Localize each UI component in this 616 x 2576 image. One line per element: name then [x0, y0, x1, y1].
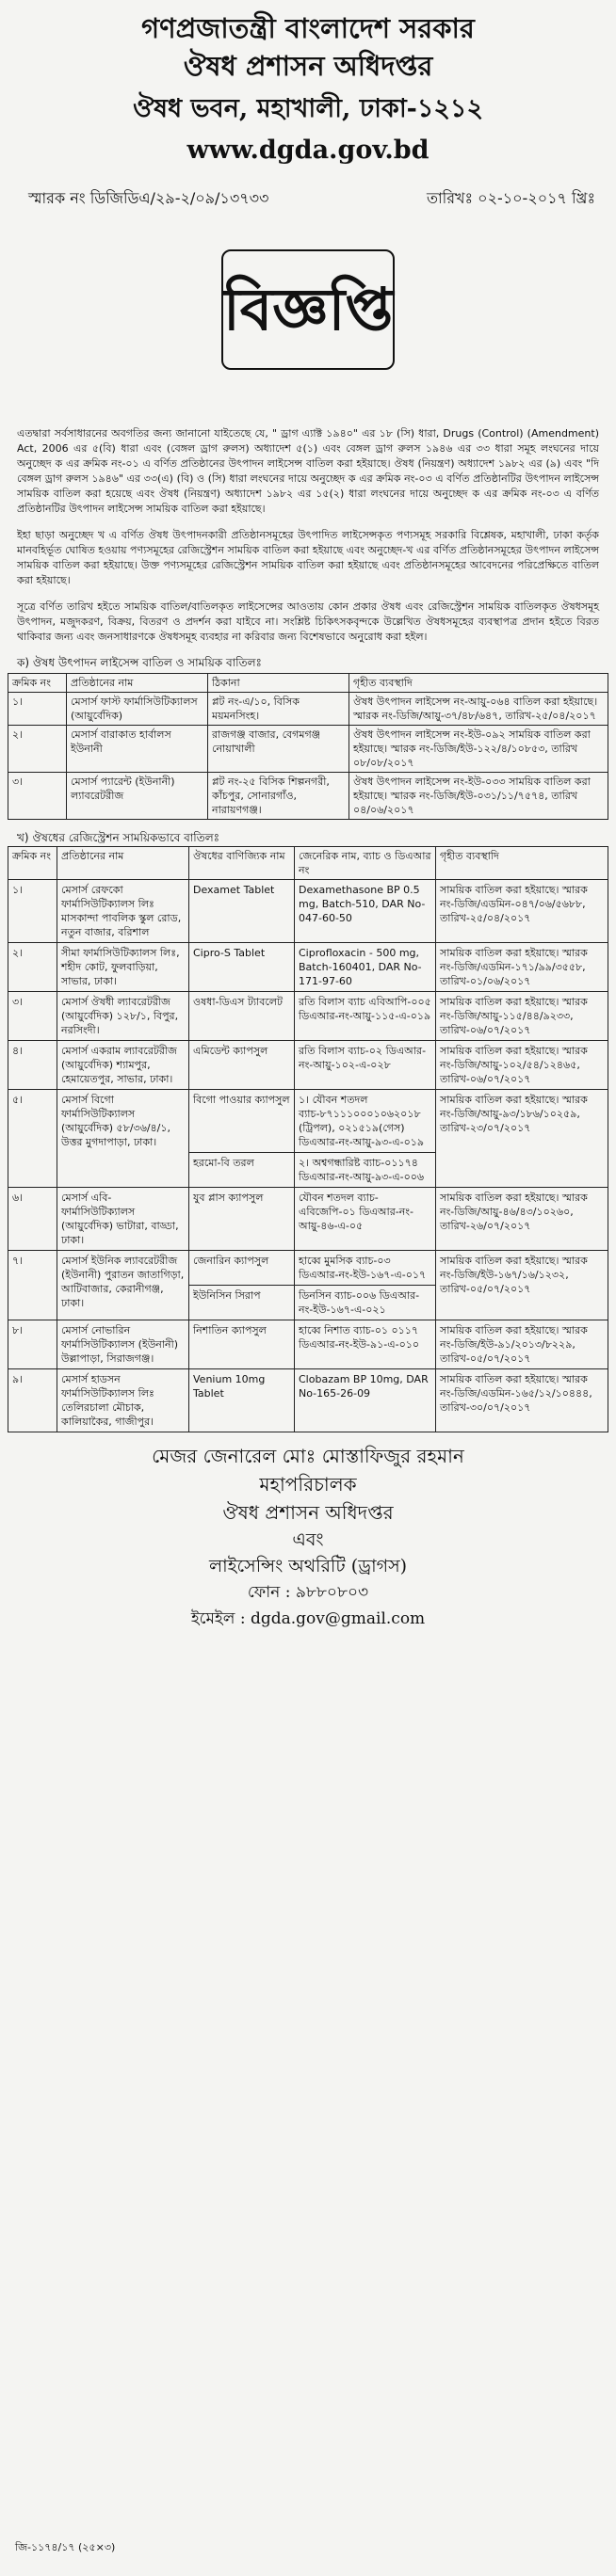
- action-cell: সাময়িক বাতিল করা হইয়াছে। স্মারক নং-ডিজি/আয়ু-৪৬/৪৩/১০২৬০, তারিখ-২৬/০৭/২০১৭: [436, 1188, 608, 1251]
- brand-name-cell: জেনারিন ক্যাপসুল: [189, 1251, 295, 1286]
- signatory-name: মেজর জেনারেল মোঃ মোস্তাফিজুর রহমান: [152, 1445, 464, 1467]
- paragraph-1: এতদ্বারা সর্বসাধারনের অবগতির জন্য জানানো যাইতেছে যে, " ড্রাগ এ্যাক্ট ১৯৪০" এর ১৮ (সি) ধারা, Drugs (Control) (Amendment) Act, 2006 এর ৫(বি) ধারা এবং (বেঙ্গল ড্রাগ রুলস) অধ্যাদেশ ৫(১) এবং বেঙ্গল ড্রাগ রুলস ১৯৪৬ এর ৩৩ ধারা সমূহ লংঘনের দায়ে অনুচ্ছেদ ক এর ক্রমিক নং-০১ এ বর্ণিত প্রতিষ্ঠানের উৎপাদন লাইসেন্স বাতিল করা হইয়াছে। ঔষধ (নিয়ন্ত্রণ) অধ্যাদেশ ১৯৮২ এর (৯) এবং "দি বেঙ্গল ড্রাগ রুলস ১৯৪৬" এর ৩৩(এ) (বি) ও (সি) ধারা লংঘনের দায়ে অনুচ্ছেদ ক এর ক্রমিক নং-০৩ এ বর্ণিত প্রতিষ্ঠানটির উৎপাদন লাইসেন্স সাময়িক বাতিল করা হয়েছে এবং ঔষধ (নিয়ন্ত্রণ) অধ্যাদেশ ১৯৮২ এর ১৫(২) ধারা লংঘনের দায়ে অনুচ্ছেদ ক এর ক্রমিক নং-০৩ এ বর্ণিত প্রতিষ্ঠানটির উৎপাদন লাইসেন্স সাময়িক বাতিল করা হইয়াছে।: [17, 427, 599, 515]
- company-name-cell: মেসার্স রেফকো ফার্মাসিউটিক্যালস লিঃ মাসকান্দা পাবলিক স্কুল রোড, নতুন বাজার, বরিশাল: [57, 880, 189, 943]
- signatory-authority: লাইসেন্সিং অথরিটি (ড্রাগস): [208, 1556, 408, 1576]
- table-row: [8, 880, 608, 943]
- generic-cell: রতি বিলাস ব্যাচ এবিআপি-০০৫ ডিএআর-নং-আয়ু-১১৫-এ-০১৯: [295, 992, 436, 1041]
- signatory-and: এবং: [292, 1529, 324, 1550]
- brand-name-cell: এমিডেন্ট ক্যাপসুল: [189, 1041, 295, 1090]
- address-cell: রাজগঞ্জ বাজার, বেগমগঞ্জ নোয়াখালী: [208, 726, 349, 773]
- section-a-heading: ক) ঔষধ উৎপাদন লাইসেন্স বাতিল ও সাময়িক বাতিলঃ: [17, 656, 262, 669]
- company-name-cell: মেসার্স বারাকাত হার্বালস ইউনানী: [67, 726, 208, 773]
- brand-name-cell: বিগো পাওয়ার ক্যাপসুল: [189, 1090, 295, 1153]
- company-name-cell: মেসার্স ঔষধী ল্যাবরেটরীজ (আয়ুর্বেদিক) ১২৮/১, বিপুর, নরসিংদী।: [57, 992, 189, 1041]
- table-row: [8, 992, 608, 1041]
- website-link[interactable]: www.dgda.gov.bd: [186, 136, 430, 165]
- table-row: [8, 693, 608, 726]
- table-row: [8, 1188, 608, 1251]
- serial-cell: ৩।: [8, 992, 57, 1041]
- action-cell: সাময়িক বাতিল করা হইয়াছে। স্মারক নং-ডিজি/ইউ-৯১/২০১৩/৮২২৯, তারিখ-০৫/০৭/২০১৭: [436, 1320, 608, 1369]
- table-row: [8, 943, 608, 992]
- table-row: [8, 1251, 608, 1286]
- signatory-office: ঔষধ প্রশাসন অধিদপ্তর: [222, 1501, 394, 1524]
- col-sl: ক্রমিক নং: [8, 674, 67, 693]
- col-name: প্রতিষ্ঠানের নাম: [57, 847, 189, 880]
- table-row: [8, 726, 608, 773]
- generic-cell: হাব্বে নিশাত ব্যাচ-০১ ০১১৭ ডিএআর-নং-ইউ-৯১-এ-০১০: [295, 1320, 436, 1369]
- signatory-phone: ফোন : ৯৮৮০৮০৩: [247, 1583, 369, 1602]
- generic-cell: ডিনসিন ব্যাচ-০০৬ ডিএআর-নং-ইউ-১৬৭-এ-০২১: [295, 1286, 436, 1320]
- government-name: গণপ্রজাতন্ত্রী বাংলাদেশ সরকার: [141, 12, 475, 44]
- company-name-cell: মেসার্স প্যারেন্ট (ইউনানী) ল্যাবরেটরীজ: [67, 773, 208, 820]
- serial-cell: ২।: [8, 726, 67, 773]
- table-row: [8, 1369, 608, 1432]
- company-name-cell: মেসার্স ফাস্ট ফার্মাসিউটিক্যালস (আয়ুর্বেদিক): [67, 693, 208, 726]
- brand-name-cell: নিশাতিন ক্যাপসুল: [189, 1320, 295, 1369]
- action-cell: ঔষধ উৎপাদন লাইসেন্স নং-ইউ-০৯২ সাময়িক বাতিল করা হইয়াছে। স্মারক নং-ডিজি/ইউ-১২২/৪/১০৮৫৩, তারিখ ০৮/০৮/২০১৭: [349, 726, 608, 773]
- serial-cell: ৫।: [8, 1090, 57, 1188]
- generic-cell: ১। যৌবন শতদল ব্যাচ-৮৭১১১০০০১০৬২০১৮ (ট্রিপল), ০২১৫১৯(গেস) ডিএআর-নং-আয়ু-৯৩-এ-০১৯: [295, 1090, 436, 1153]
- generic-cell: রতি বিলাস ব্যাচ-০২ ডিএআর-নং-আয়ু-১০২-এ-০২৮: [295, 1041, 436, 1090]
- company-name-cell: মেসার্স এবি-ফার্মাসিউটিক্যালস (আয়ুর্বেদিক) ভাটারা, বাড্ডা, ঢাকা।: [57, 1188, 189, 1251]
- action-cell: সাময়িক বাতিল করা হইয়াছে। স্মারক নং-ডিজি/ইউ-১৬৭/১৬/১২৩২, তারিখ-০৫/০৭/২০১৭: [436, 1251, 608, 1320]
- action-cell: সাময়িক বাতিল করা হইয়াছে। স্মারক নং-ডিজি/আয়ু-১০২/৫৪/১২৪৬৫, তারিখ-০৬/০৭/২০১৭: [436, 1041, 608, 1090]
- serial-cell: ৩।: [8, 773, 67, 820]
- serial-cell: ১।: [8, 880, 57, 943]
- letterhead: [8, 9, 608, 169]
- company-name-cell: মেসার্স হাডসন ফার্মাসিউটিক্যালস লিঃ তেলিরচালা মৌচাক, কালিয়াকৈর, গাজীপুর।: [57, 1369, 189, 1432]
- paragraph-3: সূত্রে বর্ণিত তারিখ হইতে সাময়িক বাতিল/বাতিলকৃত লাইসেন্সের আওতায় কোন প্রকার ঔষধ এবং রেজিস্ট্রেশন সাময়িক বাতিলকৃত ঔষধসমূহ উৎপাদন, মজুদকরণ, বিক্রয়, বিতরণ ও প্রদর্শন করা যাইবে না। সংশ্লিষ্ট চিকিৎসকবৃন্দকে উল্লেখিত ঔষধসমূহের ব্যবস্থাপত্র প্রদান হইতে বিরত থাকিবার জন্য এবং জনসাধারণকে ঔষধসমূহ ব্যবহার না করিবার জন্য বিশেষভাবে অনুরোধ করা হইল।: [17, 600, 599, 643]
- brand-name-cell: ওষধা-ডিএস ট্যাবলেট: [189, 992, 295, 1041]
- brand-name-cell: Cipro-S Tablet: [189, 943, 295, 992]
- col-address: ঠিকানা: [208, 674, 349, 693]
- reference-row: [28, 186, 595, 212]
- company-name-cell: মেসার্স বিগো ফার্মাসিউটিক্যালস (আয়ুর্বেদিক) ৫৮/৩৬/৪/১, উত্তর মুগদাপাড়া, ঢাকা।: [57, 1090, 189, 1188]
- brand-name-cell: Venium 10mg Tablet: [189, 1369, 295, 1432]
- registration-table-header: [8, 847, 608, 880]
- col-generic: জেনেরিক নাম, ব্যাচ ও ডিএআর নং: [295, 847, 436, 880]
- brand-name-cell: ইউনিসিন সিরাপ: [189, 1286, 295, 1320]
- generic-cell: ২। অশ্বগন্ধারিষ্ট ব্যাচ-০১১৭৪ ডিএআর-নং-আয়ু-৯৩-এ-০০৬: [295, 1153, 436, 1188]
- action-cell: সাময়িক বাতিল করা হইয়াছে। স্মারক নং-ডিজি/আয়ু-৯৩/১৮৬/১০২৫৯, তারিখ-২৩/০৭/২০১৭: [436, 1090, 608, 1188]
- signature-block: [8, 1442, 608, 1632]
- serial-cell: ৯।: [8, 1369, 57, 1432]
- serial-cell: ৭।: [8, 1251, 57, 1320]
- address-cell: প্লট নং-২৫ বিসিক শিল্পনগরী, কাঁচপুর, সোনারগাঁও, নারায়ণগঞ্জ।: [208, 773, 349, 820]
- company-name-cell: মেসার্স নোভারিন ফার্মাসিউটিক্যালস (ইউনানী) উল্লাপাড়া, সিরাজগঞ্জ।: [57, 1320, 189, 1369]
- department-name: ঔষধ প্রশাসন অধিদপ্তর: [183, 50, 433, 82]
- signatory-email[interactable]: ইমেইল : dgda.gov@gmail.com: [190, 1609, 426, 1628]
- table-row: [8, 1090, 608, 1153]
- generic-cell: Dexamethasone BP 0.5 mg, Batch-510, DAR No-047-60-50: [295, 880, 436, 943]
- action-cell: সাময়িক বাতিল করা হইয়াছে। স্মারক নং-ডিজি/এডমিন-০৪৭/০৬/৫৬৮৮, তারিখ-২৫/০৪/২০১৭: [436, 880, 608, 943]
- notice-title: বিজ্ঞপ্তি: [221, 249, 395, 370]
- office-address: ঔষধ ভবন, মহাখালী, ঢাকা-১২১২: [132, 94, 484, 123]
- col-sl: ক্রমিক নং: [8, 847, 57, 880]
- license-table: [8, 673, 608, 820]
- notice-page: [0, 9, 616, 2576]
- license-table-header: [8, 674, 608, 693]
- address-cell: প্লট নং-এ/১০, বিসিক ময়মনসিংহ।: [208, 693, 349, 726]
- action-cell: ঔষধ উৎপাদন লাইসেন্স নং-ইউ-০৩৩ সাময়িক বাতিল করা হইয়াছে। স্মারক নং-ডিজি/ইউ-০৩১/১১/৭৫৭৪, তারিখ ০৪/০৬/২০১৭: [349, 773, 608, 820]
- paragraph-2: ইহা ছাড়া অনুচ্ছেদ খ এ বর্ণিত ঔষধ উৎপাদনকারী প্রতিষ্ঠানসমূহের উৎপাদিত লাইসেন্সকৃত পণ্যসমূহ সরকারি বিশ্লেষক, মহাখালী, ঢাকা কর্তৃক মানবহির্ভূত ঘোষিত হওয়ায় পণ্যসমূহের রেজিস্ট্রেশন সাময়িক বাতিল করা হইয়াছে এবং অনুচ্ছেদ-খ এর বর্ণিত প্রতিষ্ঠানসমূহের উৎপাদন লাইসেন্স সাময়িক বাতিল করা হইয়াছে। উক্ত পণ্যসমূহের রেজিস্ট্রেশন সাময়িক বাতিল করা হইয়াছে এবং প্রতিষ্ঠানসমূহের আবেদনের পরিপ্রেক্ষিতে বাতিল করা হইয়াছে।: [17, 529, 599, 586]
- signatory-designation: মহাপরিচালক: [259, 1473, 357, 1496]
- serial-cell: ১।: [8, 693, 67, 726]
- action-cell: সাময়িক বাতিল করা হইয়াছে। স্মারক নং-ডিজি/আয়ু-১১৫/৪৪/৯২৩৩, তারিখ-০৬/০৭/২০১৭: [436, 992, 608, 1041]
- action-cell: সাময়িক বাতিল করা হইয়াছে। স্মারক নং-ডিজি/এডমিন-১৭১/৯৯/৩৫৫৮, তারিখ-০১/০৬/২০১৭: [436, 943, 608, 992]
- brand-name-cell: হরমো-বি তরল: [189, 1153, 295, 1188]
- table-row: [8, 773, 608, 820]
- col-name: প্রতিষ্ঠানের নাম: [67, 674, 208, 693]
- generic-cell: হাব্বে মুমসিক ব্যাচ-০৩ ডিএআর-নং-ইউ-১৬৭-এ-০১৭: [295, 1251, 436, 1286]
- col-brand: ঔষধের বাণিজ্যিক নাম: [189, 847, 295, 880]
- brand-name-cell: Dexamet Tablet: [189, 880, 295, 943]
- generic-cell: যৌবন শতদল ব্যাচ-এবিজেপি-০১ ডিএআর-নং-আয়ু-৪৬-এ-০৫: [295, 1188, 436, 1251]
- company-name-cell: সীমা ফার্মাসিউটিক্যালস লিঃ, শহীদ কোট, ফুলবাড়িয়া, সাভার, ঢাকা।: [57, 943, 189, 992]
- serial-cell: ৪।: [8, 1041, 57, 1090]
- section-b-heading: খ) ঔষধের রেজিস্ট্রেশন সাময়িকভাবে বাতিলঃ: [17, 831, 220, 844]
- serial-cell: ৬।: [8, 1188, 57, 1251]
- table-row: [8, 1041, 608, 1090]
- generic-cell: Ciprofloxacin - 500 mg, Batch-160401, DAR No-171-97-60: [295, 943, 436, 992]
- generic-cell: Clobazam BP 10mg, DAR No-165-26-09: [295, 1369, 436, 1432]
- registration-table: [8, 846, 608, 1432]
- serial-cell: ৮।: [8, 1320, 57, 1369]
- col-action: গৃহীত ব্যবস্থাদি: [349, 674, 608, 693]
- action-cell: সাময়িক বাতিল করা হইয়াছে। স্মারক নং-ডিজি/এডমিন-১৬৫/১২/১০৪৪৪, তারিখ-৩০/০৭/২০১৭: [436, 1369, 608, 1432]
- footer-code: জি-১১৭৪/১৭ (২৫×৩): [15, 2541, 116, 2553]
- action-cell: ঔষধ উৎপাদন লাইসেন্স নং-আয়ু-০৬৪ বাতিল করা হইয়াছে। স্মারক নং-ডিজি/আয়ু-৩৭/৪৮/৬৪৭, তারিখ-২৫/০৪/২০১৭: [349, 693, 608, 726]
- company-name-cell: মেসার্স ইউনিক ল্যাবরেটরীজ (ইউনানী) পুরাতন জাতাগিড়া, আটিবাজার, কেরানীগঞ্জ, ঢাকা।: [57, 1251, 189, 1320]
- table-row: [8, 1320, 608, 1369]
- memo-number: স্মারক নং ডিজিডিএ/২৯-২/০৯/১৩৭৩৩: [28, 189, 269, 207]
- company-name-cell: মেসার্স একরাম ল্যাবরেটরীজ (আয়ুর্বেদিক) শ্যামপুর, হেমায়েতপুর, সাভার, ঢাকা।: [57, 1041, 189, 1090]
- brand-name-cell: যুব প্লাস ক্যাপসুল: [189, 1188, 295, 1251]
- memo-date: তারিখঃ ০২-১০-২০১৭ খ্রিঃ: [427, 189, 595, 207]
- serial-cell: ২।: [8, 943, 57, 992]
- col-action: গৃহীত ব্যবস্থাদি: [436, 847, 608, 880]
